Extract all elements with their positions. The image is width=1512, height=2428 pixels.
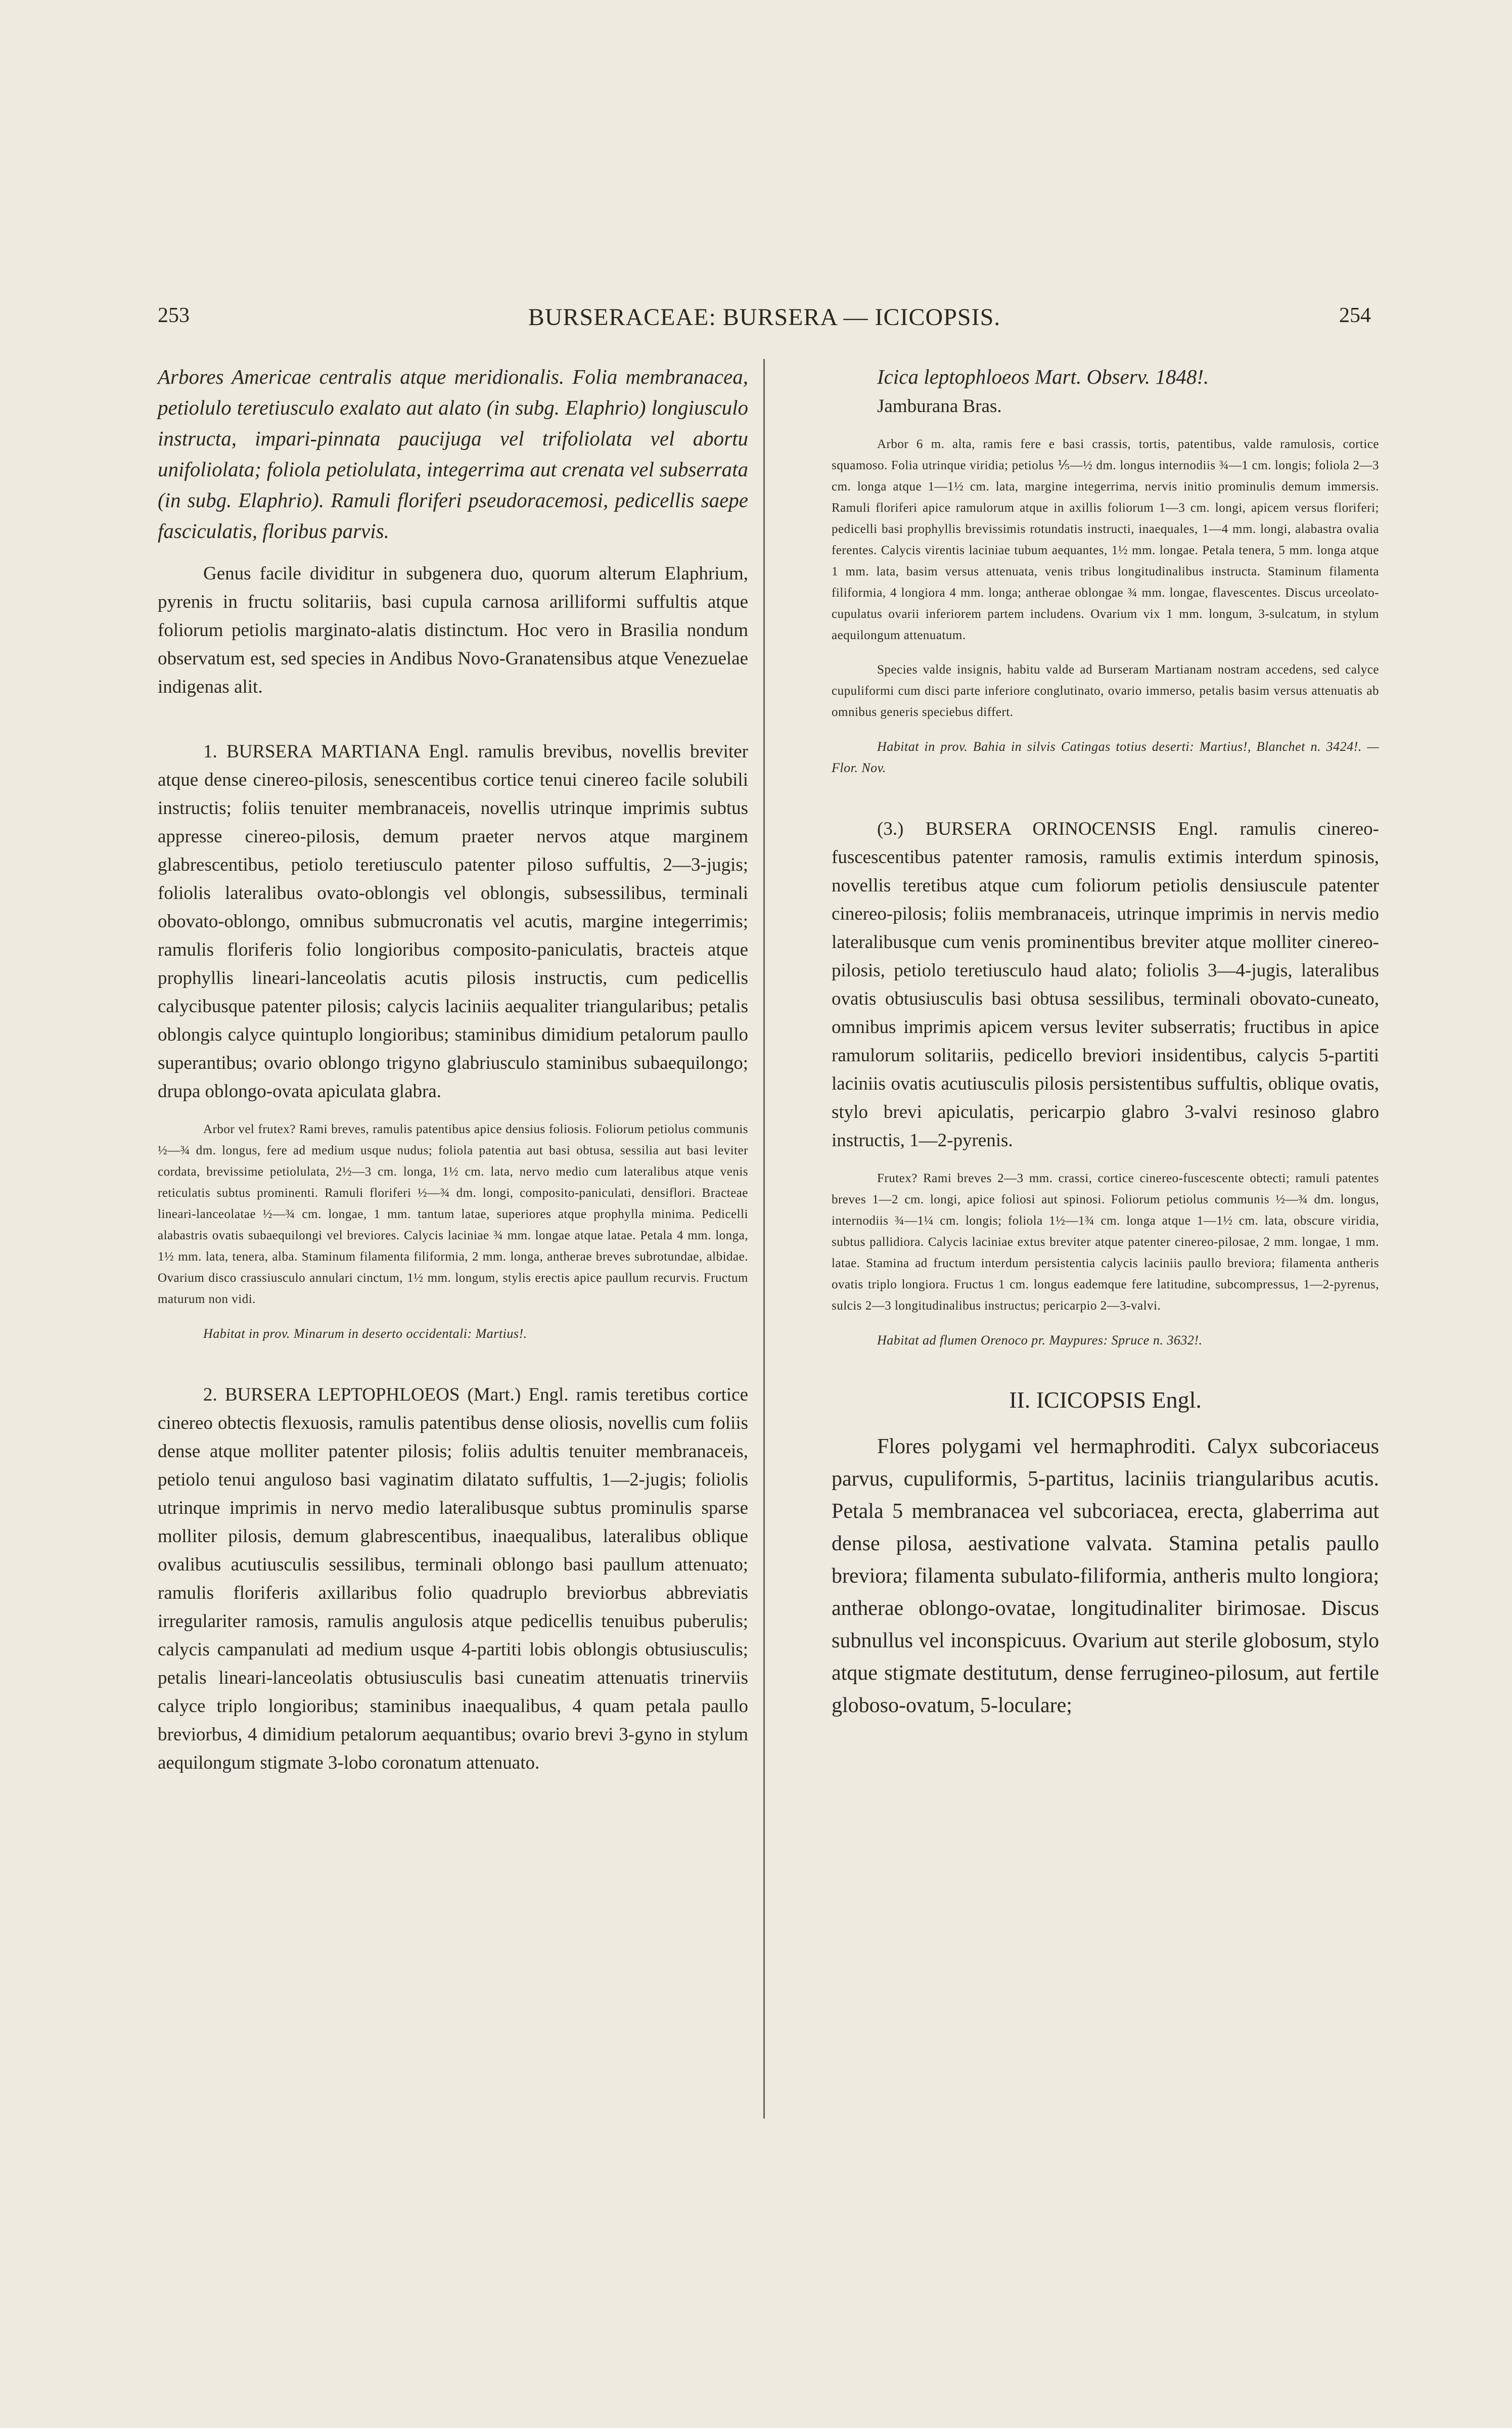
species-2-note: Species valde insignis, habitu valde ad Burseram Martianam nostram accedens, sed calyce cupuliformi cum disci parte inferiore conglutinato, ovario immerso, petalis basim versus attenuatis ab omnibus generis speciebus differt. xyxy=(832,663,1379,719)
species-2-synonym: Icica leptophloeos Mart. Observ. 1848!. xyxy=(877,365,1209,388)
right-column xyxy=(832,362,1379,1735)
section-title: II. ICICOPSIS Engl. xyxy=(1009,1387,1202,1413)
running-title: BURSERACEAE: BURSERA — ICICOPSIS. xyxy=(528,304,1001,331)
genus-note: Genus facile dividitur in subgenera duo, quorum alterum Elaphrium, pyrenis in fructu solitariis, basi cupula carnosa arilliformi suffultis atque foliorum petiolis marginato-alatis distinctum. Hoc vero in Brasilia nondum observatum est, sed species in Andibus Novo-Granatensibus atque Venezuelae indigenas alit. xyxy=(158,563,748,697)
species-2-description: Arbor 6 m. alta, ramis fere e basi crassis, tortis, patentibus, valde ramulosis, cortice squamoso. Folia utrinque viridia; petiolus ⅕—½ dm. longus internodiis ¾—1 cm. longis; foliola 2—3 cm. longa atque 1—1½ cm. lata, margine integerrima, nervis initio prominulis demum immersis. Ramuli floriferi apice ramulorum atque in axillis foliorum 1—3 cm. longi, apicem versus floriferi; pedicelli basi prophyllis brevissimis rotundatis instructi, inaequales, 1—4 mm. longi, alabastra ovalia ferentes. Calycis virentis laciniae tubum aequantes, 1½ mm. longae. Petala tenera, 5 mm. longa atque 1 mm. lata, basim versus attenuata, venis tribus longitudinalibus instructa. Staminum filamenta filiformia, 4 longiora 4 mm. longa; antherae oblongae ¾ mm. longae, flavescentes. Discus urceolato-cupulatus ovarii inferiorem partem includens. Ovarium vix 1 mm. longum, 3-sulcatum, in stylum aequilongum attenuatum. xyxy=(832,437,1379,642)
species-2-diagnosis: 2. BURSERA LEPTOPHLOEOS (Mart.) Engl. ramis teretibus cortice cinereo obtectis flexuosis, ramulis patentibus dense oliosis, novellis cum foliis dense atque molliter patenter pilosis; foliis adultis tenuiter membranaceis, petiolo tenui anguloso basi vaginatim dilatato suffultis, 1—2-jugis; foliolis utrinque imprimis in nervo medio lateralibusque subtus prominulis sparse molliter pilosis, demum glabrescentibus, inaequalibus, lateralibus oblique ovalibus acutiusculis sessilibus, terminali oblongo basi paullum attenuato; ramulis floriferis axillaribus folio quadruplo breviorbus abbreviatis irregulariter ramosis, ramulis angulosis atque pedicellis tenuibus puberulis; calycis campanulati ad medium usque 4-partiti lobis oblongis obtusiusculis; petalis lineari-lanceolatis obtusiusculis basi cuneatim attenuatis trinerviis calyce triplo longioribus; staminibus inaequalibus, 4 quam petala paullo breviorbus, 4 dimidium petalorum aequantibus; ovario brevi 3-gyno in stylum aequilongum stigmate 3-lobo coronatum attenuato. xyxy=(158,1384,748,1773)
species-1-diagnosis: 1. BURSERA MARTIANA Engl. ramulis brevibus, novellis breviter atque dense cinereo-pilosis, senescentibus cortice tenui cinereo facile solubili instructis; foliis tenuiter membranaceis, novellis utrinque imprimis subtus appresse cinereo-pilosis, demum praeter nervos atque marginem glabrescentibus, petiolo teretiusculo patenter piloso suffultis, 2—3-jugis; foliolis lateralibus ovato-oblongis vel oblongis, subsessilibus, terminali obovato-oblongo, omnibus submucronatis vel acutis, margine integerrimis; ramulis floriferis folio longioribus composito-paniculatis, bracteis atque prophyllis lineari-lanceolatis acutis pilosis instructis, cum pedicellis calycibusque patenter pilosis; calycis laciniis aequaliter triangularibus; petalis oblongis calyce quintuplo longioribus; staminibus dimidium petalorum paullo superantibus; ovario oblongo trigyno glabriusculo staminibus subaequilongo; drupa oblongo-ovata apiculata glabra. xyxy=(158,741,748,1102)
species-2-habitat: Habitat in prov. Bahia in silvis Catingas totius deserti: Martius!, Blanchet n. 3424!. — Flor. Nov. xyxy=(832,739,1379,775)
column-divider xyxy=(763,359,765,2119)
left-column xyxy=(158,362,748,1790)
section-description: Flores polygami vel hermaphroditi. Calyx subcoriaceus parvus, cupuliformis, 5-partitus, laciniis triangularibus acutis. Petala 5 membranacea vel subcoriacea, erecta, glaberrima aut dense pilosa, aestivatione valvata. Stamina petalis paullo breviora; filamenta subulato-filiformia, antheris multo longiora; antherae oblongo-ovatae, longitudinaliter birimosae. Discus subnullus vel inconspicuus. Ovarium aut sterile globosum, stylo atque stigmate destitutum, dense ferrugineo-pilosum, aut fertile globoso-ovatum, 5-loculare; xyxy=(832,1435,1379,1717)
page-header xyxy=(158,303,1371,344)
genus-intro: Arbores Americae centralis atque meridionalis. Folia membranacea, petiolulo teretiusculo exalato aut alato (in subg. Elaphrio) longiusculo instructa, impari-pinnata paucijuga vel trifoliolata vel abortu unifoliolata; foliola petiolulata, integerrima aut crenata vel subserrata (in subg. Elaphrio). Ramuli floriferi pseudoracemosi, pedicellis saepe fasciculatis, floribus parvis. xyxy=(158,365,748,543)
species-3-description: Frutex? Rami breves 2—3 mm. crassi, cortice cinereo-fuscescente obtecti; ramuli patentes breves 1—2 cm. longi, apice foliosi aut spinosi. Foliorum petiolus communis ½—¾ dm. longus, internodiis ¾—1¼ cm. longis; foliola 1½—1¾ cm. longa atque 1—1½ cm. lata, obscure viridia, subtus pallidiora. Calycis laciniae extus breviter atque patenter cinereo-pilosae, 2 mm. longae, 1 mm. latae. Stamina ad fructum interdum persistentia calycis laciniis paullo breviora; filamenta antheris ovatis triplo longiora. Fructus 1 cm. longus eademque fere latitudine, subcompressus, 1—2-pyrenus, sulcis 2—3 longitudinalibus instructus; pericarpio 2—3-valvi. xyxy=(832,1172,1379,1313)
species-1-description: Arbor vel frutex? Rami breves, ramulis patentibus apice densius foliosis. Foliorum petiolus communis ½—¾ dm. longus, fere ad medium usque nudus; foliola patentia aut basi obtusa, sessilia aut basi leviter cordata, brevissime petiolulata, 2½—3 cm. longa, 1½ cm. lata, nervo medio cum lateralibus atque venis reticulatis subtus prominenti. Ramuli floriferi ½—¾ dm. longi, composito-paniculati, densiflori. Bracteae lineari-lanceolatae ½—¾ cm. longae, 1 mm. tantum latae, superiores atque prophylla minima. Pedicelli alabastris ovatis subaequilongi vel breviores. Calycis laciniae ¾ mm. longae atque latae. Petala 4 mm. longa, 1½ mm. lata, tenera, alba. Staminum filamenta filiformia, 2 mm. longa, antherae breves subrotundae, albidae. Ovarium disco crassiusculo annulari cinctum, 1½ mm. longum, stylis erectis apice paullum recurvis. Fructum maturum non vidi. xyxy=(158,1122,748,1306)
species-1-habitat: Habitat in prov. Minarum in deserto occidentali: Martius!. xyxy=(203,1326,527,1341)
page-number-right: 254 xyxy=(1339,304,1371,327)
species-2-vernacular: Jamburana Bras. xyxy=(877,396,1002,417)
species-3-habitat: Habitat ad flumen Orenoco pr. Maypures: Spruce n. 3632!. xyxy=(877,1333,1203,1347)
species-3-diagnosis: (3.) BURSERA ORINOCENSIS Engl. ramulis cinereo-fuscescentibus patenter ramosis, ramulis extimis interdum spinosis, novellis teretibus atque cum foliorum petiolis densiuscule patenter cinereo-pilosis; foliis membranaceis, utrinque imprimis in nervis medio lateralibusque cum venis prominentibus breviter atque molliter cinereo-pilosis, petiolo teretiusculo haud alato; foliolis 3—4-jugis, lateralibus ovatis obtusiusculis basi obtusa sessilibus, terminali obovato-cuneato, omnibus imprimis apicem versus leviter subserratis; fructibus in apice ramulorum solitariis, pedicello breviori insidentibus, calycis 5-partiti laciniis ovatis acutiusculis pilosis persistentibus suffultis, oblique ovatis, stylo brevi apiculatis, pericarpio glabro 3-valvi resinoso glabro instructis, 1—2-pyrenis. xyxy=(832,819,1379,1151)
page-number-left: 253 xyxy=(158,304,190,327)
